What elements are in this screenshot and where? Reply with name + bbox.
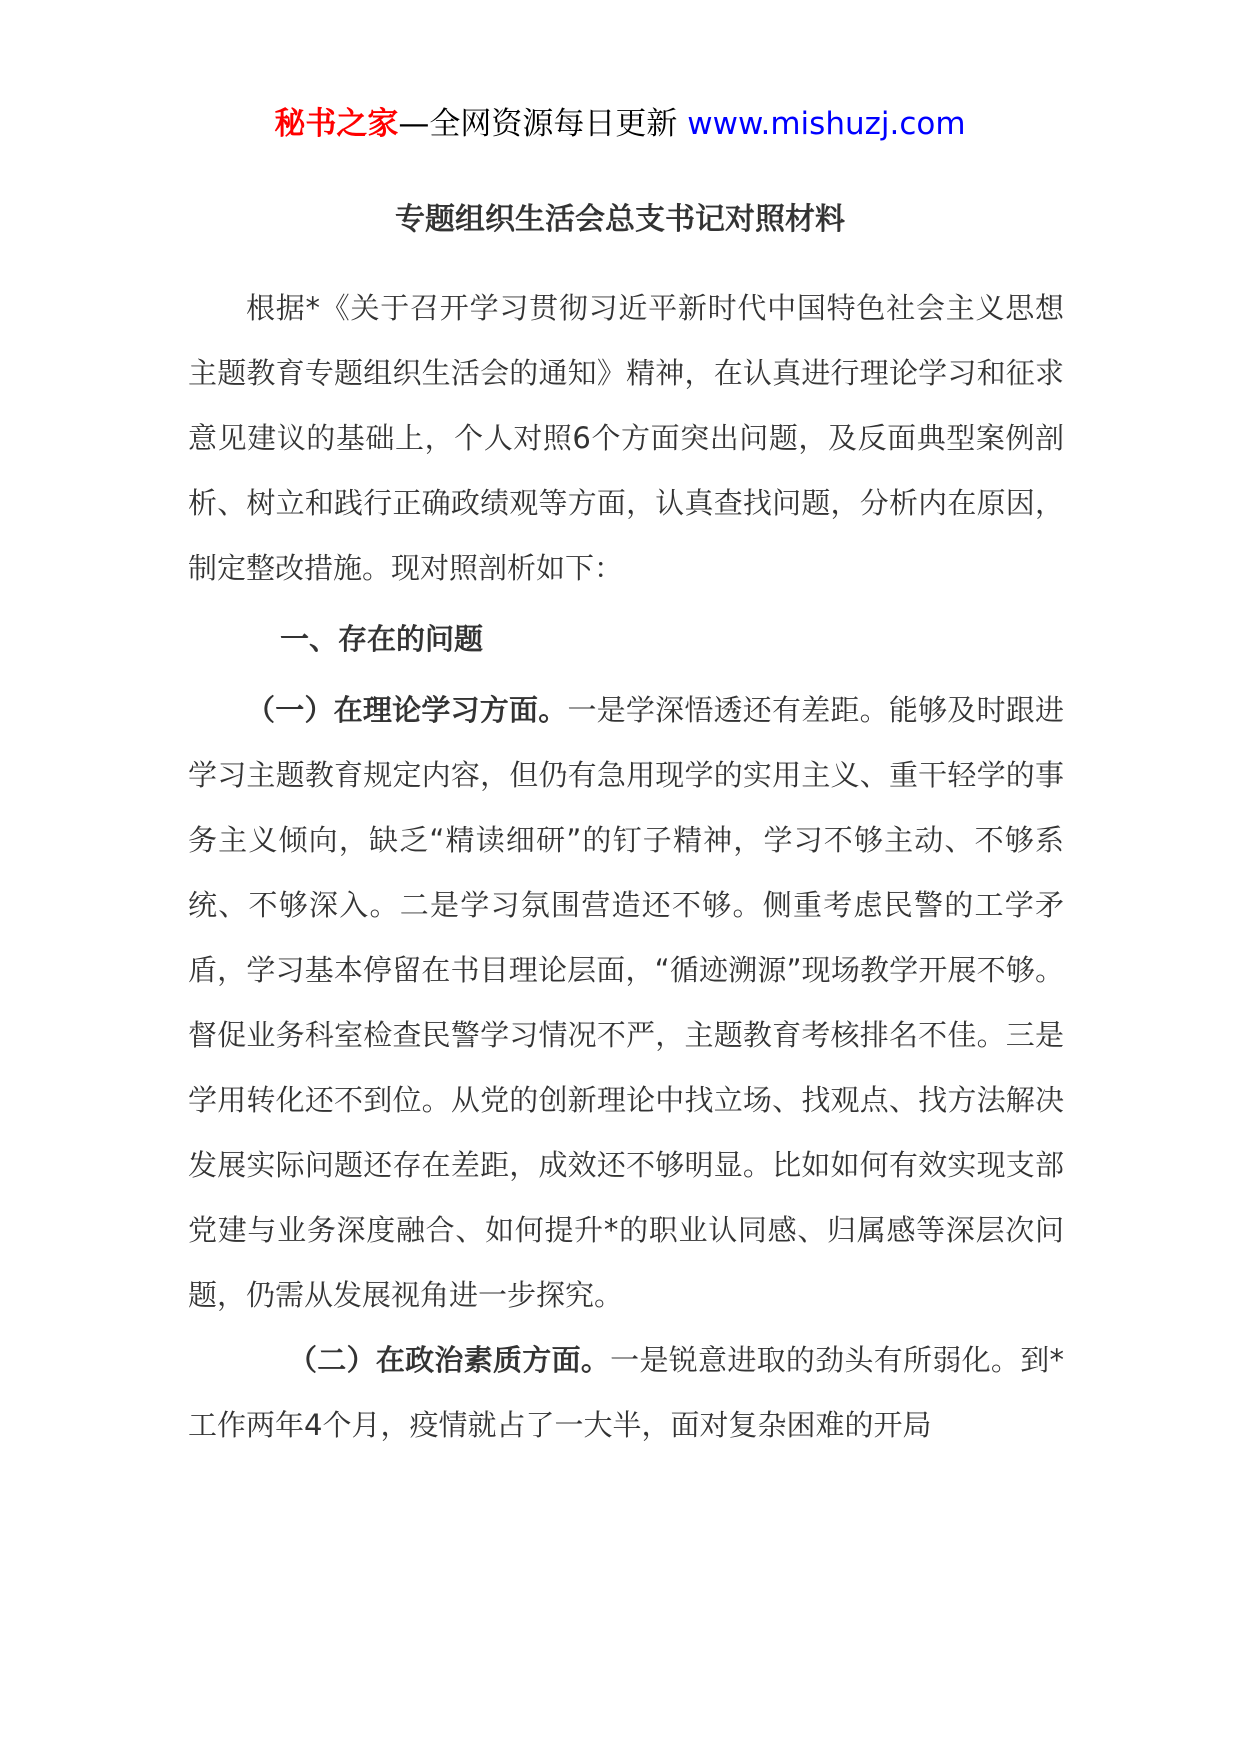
document-body xyxy=(188,276,1064,1458)
subsection-theory-study xyxy=(188,678,1064,1328)
section-heading-problems: 一、存在的问题 xyxy=(280,622,484,656)
intro-paragraph: 根据*《关于召开学习贯彻习近平新时代中国特色社会主义思想主题教育专题组织生活会的通知》精神，在认真进行理论学习和征求意见建议的基础上，个人对照6个方面突出问题，及反面典型案例剖析、树立和践行正确政绩观等方面，认真查找问题，分析内在原因，制定整改措施。现对照剖析如下： xyxy=(188,291,1064,585)
header-slogan: —全网资源每日更新 xyxy=(398,106,678,142)
subsection-lead: （一）在理论学习方面。 xyxy=(246,693,568,727)
subsection-lead: （二）在政治素质方面。 xyxy=(288,1343,611,1377)
subsection-political-quality xyxy=(188,1328,1064,1458)
subsection-text: 一是锐意进取的劲头有所弱化。到*工作两年4个月，疫情就占了一大半，面对复杂困难的开局 xyxy=(188,1343,1064,1442)
site-header xyxy=(0,104,1240,144)
brand-name: 秘书之家 xyxy=(274,106,399,142)
site-url-link[interactable]: www.mishuzj.com xyxy=(687,106,966,142)
document-title: 专题组织生活会总支书记对照材料 xyxy=(395,202,845,237)
subsection-text: 一是学深悟透还有差距。能够及时跟进学习主题教育规定内容，但仍有急用现学的实用主义、重干轻学的事务主义倾向，缺乏“精读细研”的钉子精神，学习不够主动、不够系统、不够深入。二是学习氛围营造还不够。侧重考虑民警的工学矛盾，学习基本停留在书目理论层面，“循迹溯源”现场教学开展不够。督促业务科室检查民警学习情况不严，主题教育考核排名不佳。三是学用转化还不到位。从党的创新理论中找立场、找观点、找方法解决发展实际问题还存在差距，成效还不够明显。比如如何有效实现支部党建与业务深度融合、如何提升*的职业认同感、归属感等深层次问题，仍需从发展视角进一步探究。 xyxy=(188,693,1064,1312)
